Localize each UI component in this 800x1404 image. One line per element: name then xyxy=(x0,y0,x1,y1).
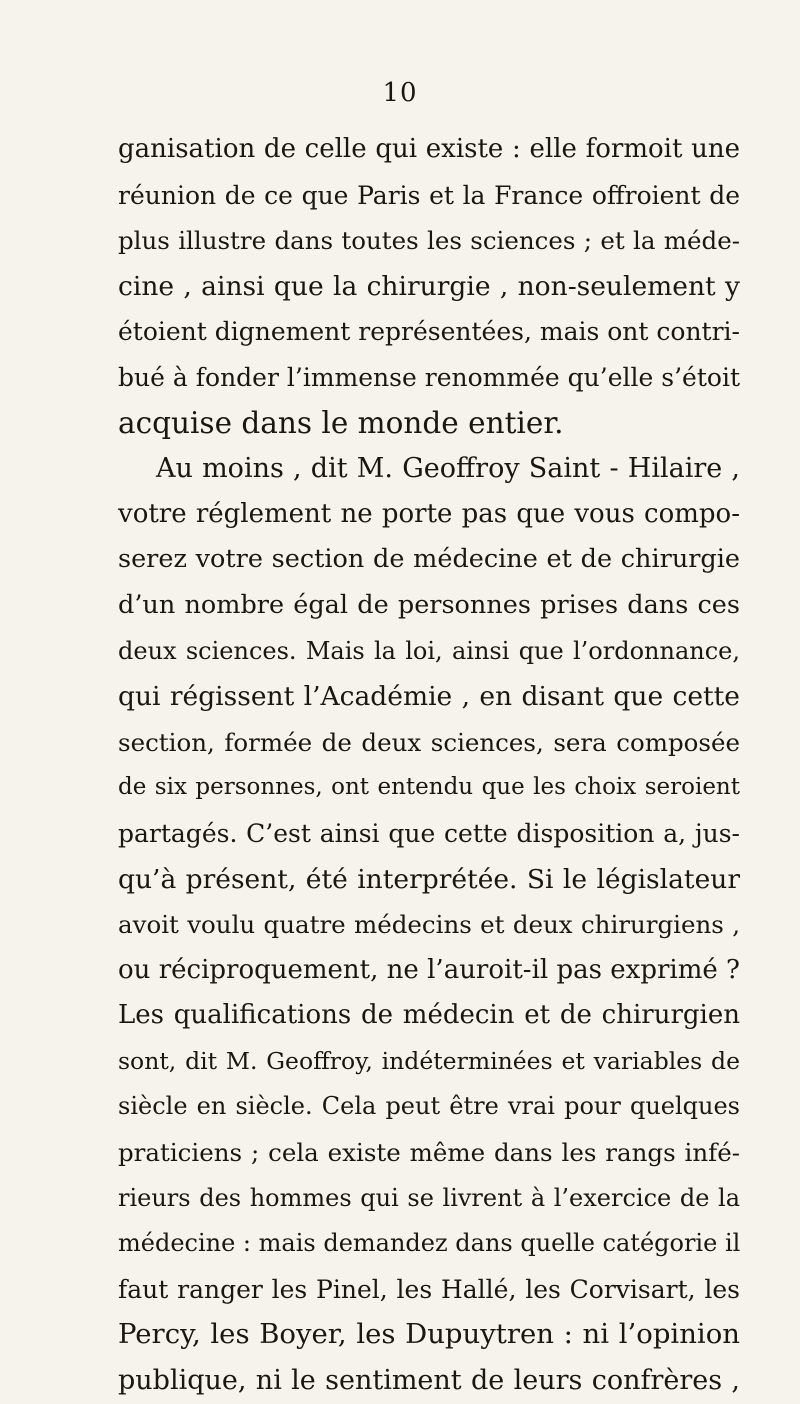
text-line: avoit voulu quatre médecins et deux chirurgiens , xyxy=(118,910,740,940)
text-line: d’un nombre égal de personnes prises dans ces xyxy=(118,589,740,620)
text-line: section, formée de deux sciences, sera composée xyxy=(118,727,740,757)
body-text xyxy=(118,127,740,1404)
text-line: deux sciences. Mais la loi, ainsi que l’ordonnance, xyxy=(118,636,740,665)
text-line: cine , ainsi que la chirurgie , non-seulement y xyxy=(118,270,740,302)
text-line: acquise dans le monde entier. xyxy=(118,405,564,440)
text-line: bué à fonder l’immense renommée qu’elle s’étoit xyxy=(118,362,740,392)
text-line: étoient dignement représentées, mais ont contri- xyxy=(118,317,740,347)
text-line: Percy, les Boyer, les Dupuytren : ni l’opinion xyxy=(118,1318,740,1351)
text-line: médecine : mais demandez dans quelle catégorie il xyxy=(118,1229,741,1258)
text-line: partagés. C’est ainsi que cette disposition a, jus- xyxy=(118,818,740,848)
text-line: praticiens ; cela existe même dans les rangs infé- xyxy=(118,1138,740,1168)
page-number: 10 xyxy=(382,78,418,108)
text-line: ou réciproquement, ne l’auroit-il pas exprimé ? xyxy=(118,954,740,985)
text-line: qui régissent l’Académie , en disant que cette xyxy=(118,681,740,713)
text-line: faut ranger les Pinel, les Hallé, les Corvisart, les xyxy=(118,1274,740,1304)
text-line: qu’à présent, été interprétée. Si le législateur xyxy=(118,863,740,895)
text-line: serez votre section de médecine et de chirurgie xyxy=(118,544,740,575)
text-line: de six personnes, ont entendu que les choix seroient xyxy=(118,774,740,801)
text-line: Au moins , dit M. Geoffroy Saint - Hilaire , xyxy=(156,453,740,485)
text-line: réunion de ce que Paris et la France offroient de xyxy=(118,180,740,210)
text-line: plus illustre dans toutes les sciences ; et la méde- xyxy=(118,226,740,256)
text-line: votre réglement ne porte pas que vous compo- xyxy=(118,498,740,529)
text-line: siècle en siècle. Cela peut être vrai pour quelques xyxy=(118,1092,740,1121)
text-line: Les qualifications de médecin et de chirurgien xyxy=(118,1000,740,1031)
text-line: ganisation de celle qui existe : elle formoit une xyxy=(118,134,740,164)
text-line: sont, dit M. Geoffroy, indéterminées et variables de xyxy=(118,1046,740,1075)
text-line: rieurs des hommes qui se livrent à l’exercice de la xyxy=(118,1183,740,1212)
text-line: publique, ni le sentiment de leurs confrères , xyxy=(118,1365,740,1397)
